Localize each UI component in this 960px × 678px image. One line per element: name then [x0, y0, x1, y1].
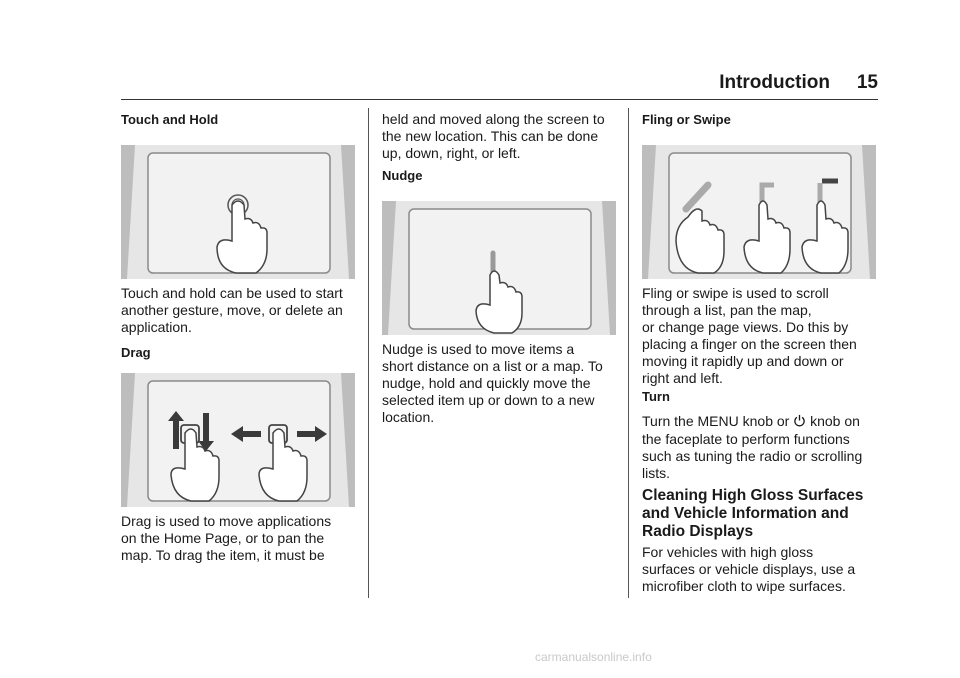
nudge-text: Nudge is used to move items a short distance on a list or a map. To nudge, hold and quickly move the selected item up or down to a new location. — [382, 341, 603, 425]
nudge-heading: Nudge — [382, 168, 423, 183]
drag-illustration — [121, 373, 355, 507]
page-header — [121, 70, 878, 100]
watermark: carmanualsonline.info — [535, 650, 652, 664]
power-knob-icon — [793, 414, 806, 427]
column-divider — [628, 108, 629, 598]
touch-hold-image — [121, 145, 355, 279]
turn-heading: Turn — [642, 389, 670, 404]
page-number: 15 — [856, 72, 878, 93]
column-divider — [368, 108, 369, 598]
fling-illustration — [642, 145, 876, 279]
turn-text-rest: the faceplate to perform functions such as tuning the radio or scrolling lists. — [642, 431, 863, 481]
nudge-illustration — [382, 201, 616, 335]
drag-text: Drag is used to move applications on the Home Page, or to pan the map. To drag the item, it must be — [121, 513, 332, 563]
turn-text-line — [642, 413, 860, 430]
section-title: Introduction — [719, 72, 830, 93]
nudge-image — [382, 201, 616, 335]
turn-text-after: knob on — [810, 413, 860, 429]
touch-hold-heading: Touch and Hold — [121, 112, 219, 127]
turn-text-before: Turn the MENU knob or — [642, 413, 790, 429]
fling-text: Fling or swipe is used to scroll through a list, pan the map, or change page views. Do this by placing a finger on the screen then moving it rapidly up and down or right and left. — [642, 285, 857, 386]
fling-image — [642, 145, 876, 279]
drag-image — [121, 373, 355, 507]
drag-continued-text: held and moved along the screen to the new location. This can be done up, down, right, or left. — [382, 111, 605, 161]
drag-heading: Drag — [121, 345, 151, 360]
cleaning-heading: Cleaning High Gloss Surfaces and Vehicle Information and Radio Displays — [642, 487, 864, 540]
fling-heading: Fling or Swipe — [642, 112, 731, 127]
cleaning-text: For vehicles with high gloss surfaces or vehicle displays, use a microfiber cloth to wipe surfaces. — [642, 544, 856, 594]
touch-hold-illustration — [121, 145, 355, 279]
touch-hold-text: Touch and hold can be used to start another gesture, move, or delete an application. — [121, 285, 343, 335]
